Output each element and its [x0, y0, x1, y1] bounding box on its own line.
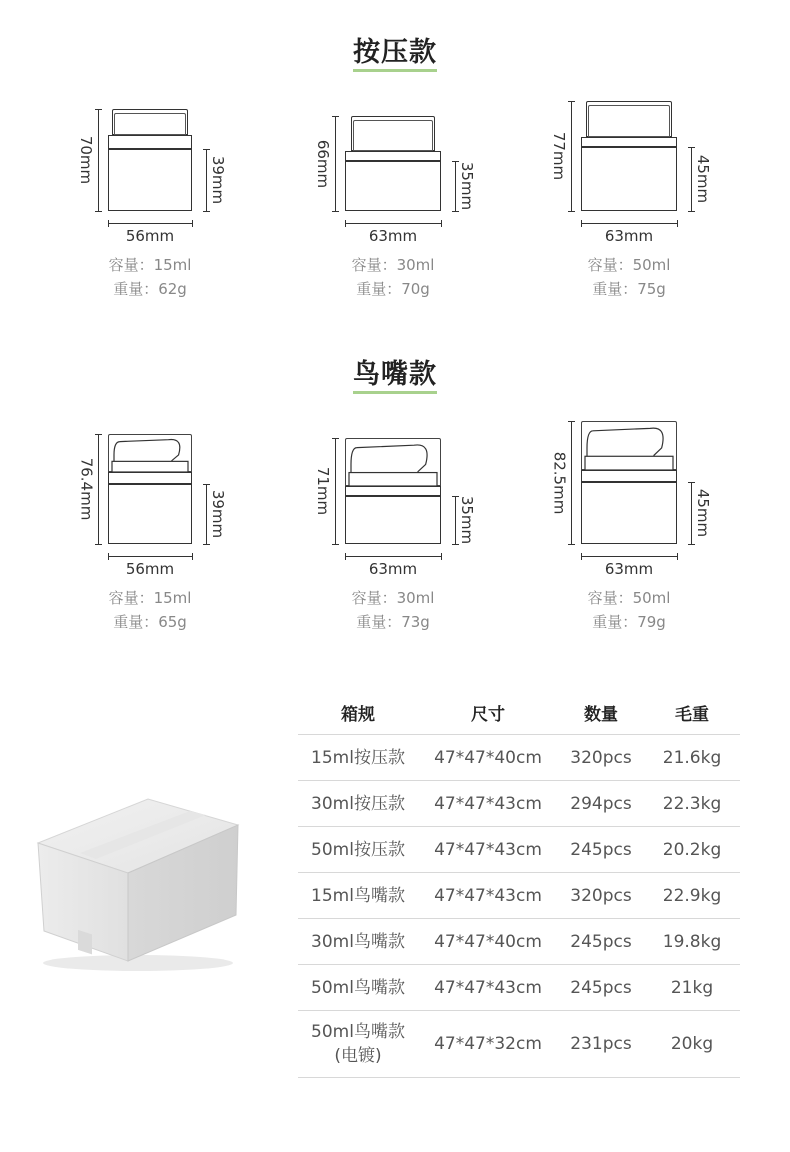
press-pump-inner: [353, 120, 433, 151]
total-height-label: 82.5mm: [549, 451, 568, 514]
height-dimension-line: [571, 101, 572, 211]
table-row: [298, 873, 740, 919]
width-dimension-line: [108, 556, 192, 557]
height-dimension-line: [98, 109, 99, 211]
dimension-tick: [108, 553, 109, 560]
table-cell: 47*47*43cm: [434, 885, 542, 906]
table-cell: 47*47*43cm: [434, 793, 542, 814]
jar-cap: [345, 151, 441, 161]
height-dimension-line: [335, 116, 336, 211]
dimension-tick: [581, 553, 582, 560]
total-height-label: 76.4mm: [76, 457, 95, 521]
table-cell: 21kg: [670, 977, 714, 998]
weight-text: 重量：65g: [113, 613, 187, 631]
dimension-tick: [95, 211, 102, 212]
capacity-text: 容量：50ml: [587, 589, 671, 607]
body-height-label: 35mm: [458, 495, 477, 545]
dimension-tick: [688, 544, 695, 545]
press-pump-inner: [588, 105, 670, 137]
weight-text: 重量：73g: [356, 613, 430, 631]
dimension-tick: [345, 553, 346, 560]
dimension-tick: [203, 211, 210, 212]
jar-cap: [581, 470, 677, 482]
dimension-tick: [688, 147, 695, 148]
jar-cap: [108, 135, 192, 149]
table-row: [298, 919, 740, 965]
body-height-dimension-line: [206, 484, 207, 544]
jar-cap: [581, 137, 677, 147]
bird-spout-collar: [112, 461, 188, 472]
weight-text: 重量：75g: [592, 280, 666, 298]
width-dimension-line: [108, 223, 192, 224]
body-height-dimension-line: [691, 482, 692, 544]
section-title-press: 按压款: [353, 37, 437, 68]
dimension-tick: [192, 220, 193, 227]
section-title-bird: 鸟嘴款: [353, 359, 437, 390]
width-label: 56mm: [125, 560, 175, 578]
dimension-tick: [688, 482, 695, 483]
bird-spout-icon: [581, 421, 677, 470]
body-height-label: 39mm: [209, 155, 228, 205]
table-header-cell: 毛重: [675, 704, 709, 725]
total-height-label: 66mm: [314, 139, 333, 188]
dimension-tick: [441, 553, 442, 560]
width-label: 63mm: [604, 227, 654, 245]
jar-body: [581, 482, 677, 544]
dimension-tick: [203, 149, 210, 150]
width-label: 63mm: [604, 560, 654, 578]
width-label: 63mm: [368, 560, 418, 578]
table-cell: 50ml鸟嘴款: [311, 977, 405, 998]
press-pump-inner: [114, 113, 186, 135]
width-label: 63mm: [368, 227, 418, 245]
table-cell: 50ml按压款: [311, 839, 405, 860]
capacity-text: 容量：30ml: [351, 256, 435, 274]
jar-cap: [345, 486, 441, 496]
dimension-tick: [568, 544, 575, 545]
weight-text: 重量：62g: [113, 280, 187, 298]
table-cell: 30ml按压款: [311, 793, 405, 814]
dimension-tick: [332, 438, 339, 439]
dimension-tick: [192, 553, 193, 560]
table-header-cell: 数量: [584, 704, 618, 725]
jar-body: [108, 149, 192, 211]
capacity-text: 容量：15ml: [108, 589, 192, 607]
table-cell: 47*47*40cm: [434, 747, 542, 768]
bird-spout-collar: [349, 473, 437, 486]
width-label: 56mm: [125, 227, 175, 245]
weight-text: 重量：70g: [356, 280, 430, 298]
table-row: [298, 965, 740, 1011]
dimension-tick: [568, 101, 575, 102]
table-cell: 30ml鸟嘴款: [311, 931, 405, 952]
dimension-tick: [332, 544, 339, 545]
dimension-tick: [452, 211, 459, 212]
body-height-label: 35mm: [458, 161, 477, 211]
total-height-label: 71mm: [314, 466, 333, 516]
bird-spout-collar: [585, 456, 673, 470]
weight-text: 重量：79g: [592, 613, 666, 631]
dimension-tick: [203, 484, 210, 485]
table-cell: 21.6kg: [662, 747, 722, 768]
table-cell: 22.9kg: [662, 885, 722, 906]
table-cell: 245pcs: [570, 931, 632, 952]
body-height-dimension-line: [455, 496, 456, 544]
capacity-text: 容量：15ml: [108, 256, 192, 274]
table-cell: 245pcs: [570, 977, 632, 998]
dimension-tick: [677, 220, 678, 227]
table-cell: 47*47*32cm: [434, 1034, 542, 1054]
carton-box-image: [20, 785, 250, 975]
table-header-cell: 尺寸: [471, 704, 505, 725]
table-row: [298, 781, 740, 827]
dimension-tick: [95, 109, 102, 110]
dimension-tick: [332, 116, 339, 117]
table-cell: 50ml鸟嘴款 (电镀): [311, 1022, 405, 1066]
table-header-row: [298, 690, 740, 735]
total-height-label: 70mm: [77, 135, 96, 185]
packing-spec-table: [298, 690, 740, 1078]
dimension-tick: [203, 544, 210, 545]
dimension-tick: [568, 421, 575, 422]
table-cell: 20.2kg: [662, 839, 722, 860]
table-cell: 15ml按压款: [311, 747, 405, 768]
table-cell: 47*47*40cm: [434, 931, 542, 952]
height-dimension-line: [98, 434, 99, 544]
dimension-tick: [332, 211, 339, 212]
body-height-dimension-line: [455, 161, 456, 211]
table-cell: 20kg: [670, 1034, 714, 1054]
width-dimension-line: [345, 556, 441, 557]
dimension-tick: [568, 211, 575, 212]
title-underline: [353, 69, 437, 72]
jar-cap: [108, 472, 192, 484]
body-height-label: 45mm: [694, 154, 713, 204]
table-cell: 47*47*43cm: [434, 977, 542, 998]
body-height-dimension-line: [206, 149, 207, 211]
jar-body: [108, 484, 192, 544]
table-cell: 47*47*43cm: [434, 839, 542, 860]
table-body: [298, 735, 740, 1078]
body-height-label: 39mm: [209, 489, 228, 539]
dimension-tick: [441, 220, 442, 227]
body-height-label: 45mm: [694, 488, 713, 538]
jar-body: [345, 496, 441, 544]
width-dimension-line: [345, 223, 441, 224]
dimension-tick: [581, 220, 582, 227]
jar-body: [581, 147, 677, 211]
dimension-tick: [95, 544, 102, 545]
dimension-tick: [95, 434, 102, 435]
table-cell: 245pcs: [570, 839, 632, 860]
width-dimension-line: [581, 223, 677, 224]
dimension-tick: [108, 220, 109, 227]
table-cell: 19.8kg: [662, 931, 722, 952]
table-cell: 231pcs: [570, 1034, 632, 1054]
table-cell: 294pcs: [570, 793, 632, 814]
width-dimension-line: [581, 556, 677, 557]
title-underline: [353, 391, 437, 394]
table-cell: 15ml鸟嘴款: [311, 885, 405, 906]
table-cell: 320pcs: [570, 885, 632, 906]
table-row: [298, 1011, 740, 1078]
body-height-dimension-line: [691, 147, 692, 211]
capacity-text: 容量：50ml: [587, 256, 671, 274]
capacity-text: 容量：30ml: [351, 589, 435, 607]
bird-spout-icon: [108, 434, 192, 472]
height-dimension-line: [571, 421, 572, 544]
height-dimension-line: [335, 438, 336, 544]
jar-body: [345, 161, 441, 211]
total-height-label: 77mm: [550, 131, 569, 181]
table-row: [298, 827, 740, 873]
table-cell: 22.3kg: [662, 793, 722, 814]
dimension-tick: [677, 553, 678, 560]
dimension-tick: [688, 211, 695, 212]
table-row: [298, 735, 740, 781]
table-header-cell: 箱规: [341, 704, 375, 725]
dimension-tick: [345, 220, 346, 227]
table-cell: 320pcs: [570, 747, 632, 768]
bird-spout-icon: [345, 438, 441, 486]
shipping-box-icon: [20, 785, 250, 975]
